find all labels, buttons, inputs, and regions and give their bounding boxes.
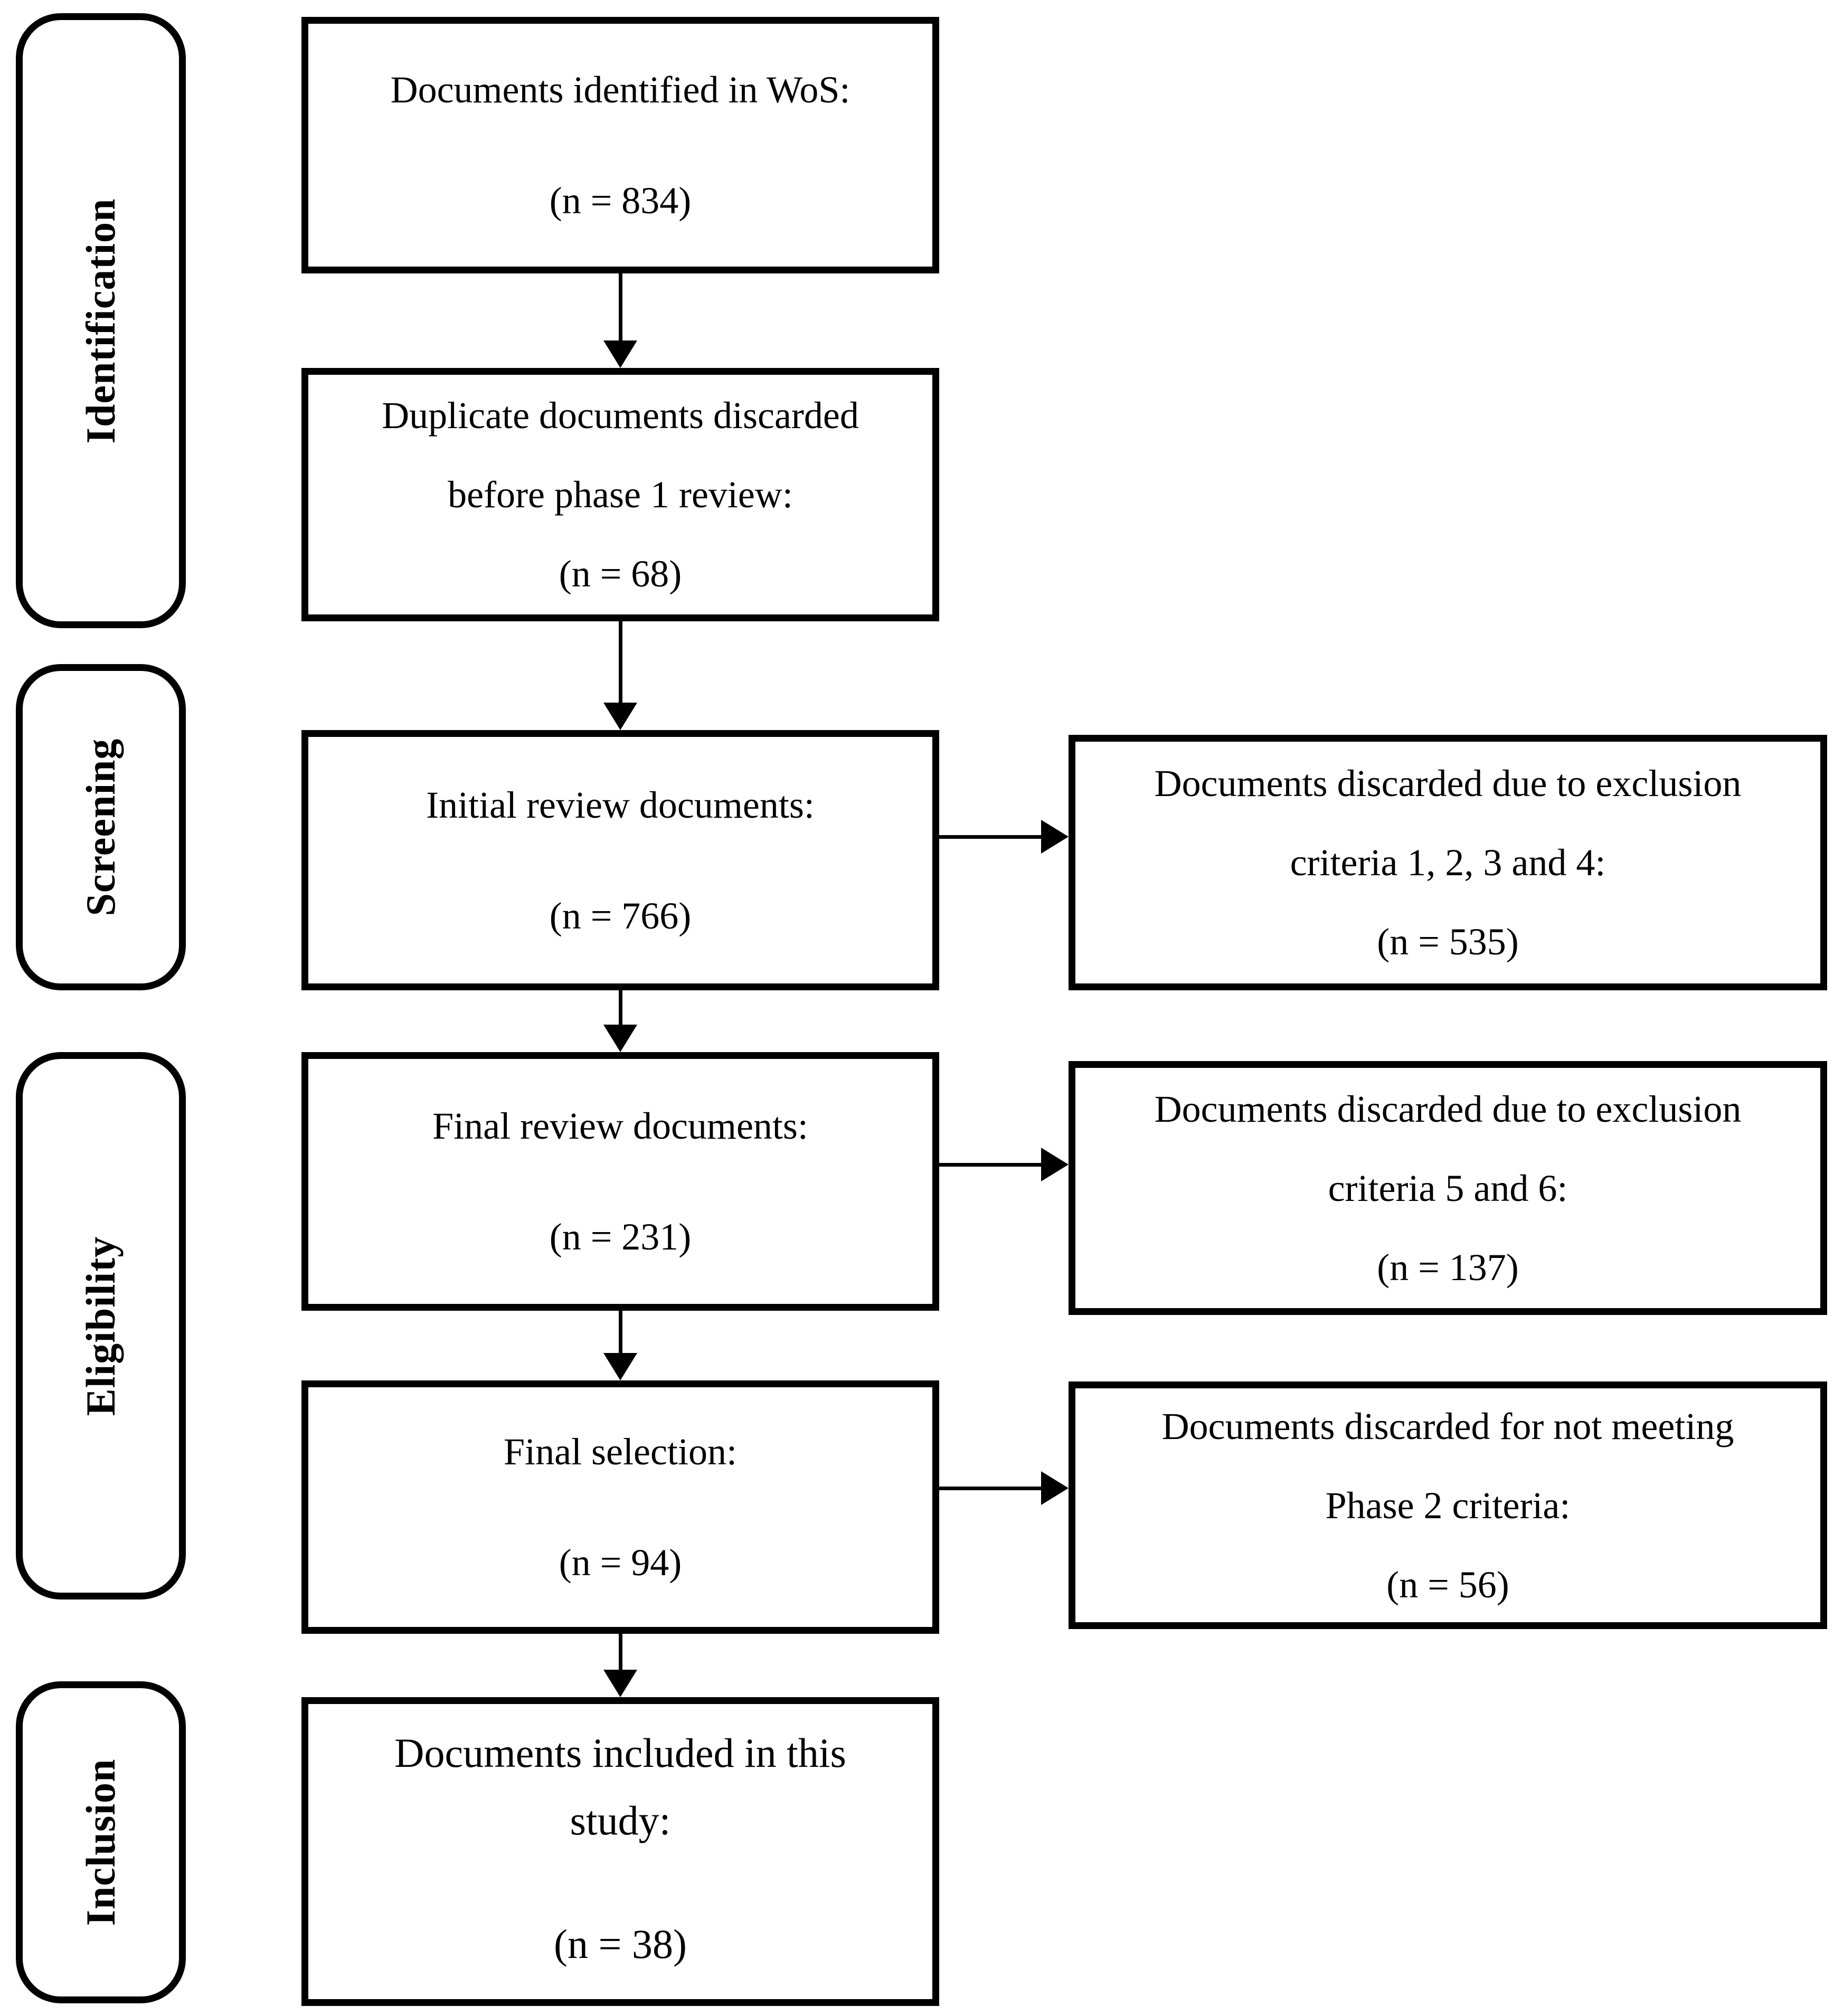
box-count: (n = 68) bbox=[559, 553, 682, 595]
box-title-line-2: Phase 2 criteria: bbox=[1325, 1484, 1571, 1527]
stage-identification-label: Identification bbox=[78, 198, 124, 443]
arrow-shaft bbox=[619, 621, 622, 703]
side-box-excluded-criteria-5-6 bbox=[1069, 1061, 1827, 1315]
arrow-shaft bbox=[939, 1487, 1041, 1490]
side-box-excluded-phase2 bbox=[1069, 1381, 1827, 1629]
arrow-shaft bbox=[619, 1634, 622, 1670]
box-count: (n = 137) bbox=[1377, 1246, 1519, 1289]
stage-eligibility-label: Eligibility bbox=[78, 1236, 124, 1416]
arrowhead-down-icon bbox=[603, 1670, 637, 1697]
arrow-shaft bbox=[939, 835, 1041, 839]
box-count: (n = 231) bbox=[549, 1216, 692, 1258]
arrowhead-right-icon bbox=[1041, 820, 1069, 854]
arrowhead-down-icon bbox=[603, 1353, 637, 1380]
box-title-line-1: Duplicate documents discarded bbox=[382, 394, 859, 437]
box-count: (n = 834) bbox=[549, 179, 692, 222]
arrowhead-down-icon bbox=[603, 1025, 637, 1052]
arrow-right-initial-to-excluded-1-4 bbox=[939, 820, 1069, 854]
box-title-line-1: Documents included in this bbox=[394, 1730, 846, 1776]
box-title-line-1: Documents discarded for not meeting bbox=[1161, 1405, 1734, 1447]
stage-inclusion bbox=[16, 1681, 186, 2003]
arrowhead-right-icon bbox=[1041, 1471, 1069, 1505]
box-title-line-2: criteria 5 and 6: bbox=[1328, 1167, 1568, 1209]
stage-identification bbox=[16, 13, 186, 628]
box-count: (n = 535) bbox=[1377, 921, 1519, 963]
arrow-down-initial-to-final-review bbox=[603, 990, 637, 1052]
box-count: (n = 56) bbox=[1386, 1563, 1509, 1606]
arrow-right-final-review-to-excluded-5-6 bbox=[939, 1148, 1069, 1181]
box-title: Final review documents: bbox=[432, 1105, 808, 1147]
flow-box-initial-review bbox=[301, 730, 939, 990]
flow-box-documents-identified bbox=[301, 17, 939, 273]
arrow-shaft bbox=[619, 273, 622, 340]
stage-screening-label: Screening bbox=[78, 738, 124, 916]
flow-box-documents-included bbox=[301, 1697, 939, 2006]
stage-screening bbox=[16, 664, 186, 990]
stage-inclusion-label: Inclusion bbox=[78, 1758, 124, 1926]
box-title-line-2: criteria 1, 2, 3 and 4: bbox=[1290, 841, 1606, 884]
flow-box-duplicates-discarded bbox=[301, 368, 939, 621]
flow-box-final-review bbox=[301, 1052, 939, 1311]
box-count: (n = 766) bbox=[549, 894, 692, 937]
box-title: Final selection: bbox=[504, 1431, 737, 1473]
arrow-down-identified-to-duplicates bbox=[603, 273, 637, 368]
arrow-shaft bbox=[619, 1311, 622, 1353]
box-title-line-2: study: bbox=[570, 1797, 671, 1843]
arrowhead-down-icon bbox=[603, 703, 637, 730]
arrowhead-right-icon bbox=[1041, 1148, 1069, 1181]
box-title-line-1: Documents discarded due to exclusion bbox=[1154, 1087, 1742, 1130]
box-title: Initial review documents: bbox=[426, 783, 815, 826]
box-title-line-1: Documents discarded due to exclusion bbox=[1154, 762, 1742, 804]
arrow-shaft bbox=[619, 990, 622, 1025]
side-box-excluded-criteria-1-4 bbox=[1069, 735, 1827, 990]
arrow-shaft bbox=[939, 1163, 1041, 1167]
stage-eligibility bbox=[16, 1052, 186, 1599]
arrowhead-down-icon bbox=[603, 340, 637, 368]
box-count: (n = 94) bbox=[559, 1541, 682, 1584]
flow-box-final-selection bbox=[301, 1380, 939, 1634]
box-count: (n = 38) bbox=[554, 1921, 687, 1967]
arrow-down-selection-to-included bbox=[603, 1634, 637, 1697]
arrow-down-duplicates-to-initial bbox=[603, 621, 637, 730]
arrow-down-final-review-to-selection bbox=[603, 1311, 637, 1380]
box-title: Documents identified in WoS: bbox=[390, 69, 850, 111]
box-title-line-2: before phase 1 review: bbox=[448, 474, 793, 516]
arrow-right-selection-to-excluded-phase2 bbox=[939, 1471, 1069, 1505]
